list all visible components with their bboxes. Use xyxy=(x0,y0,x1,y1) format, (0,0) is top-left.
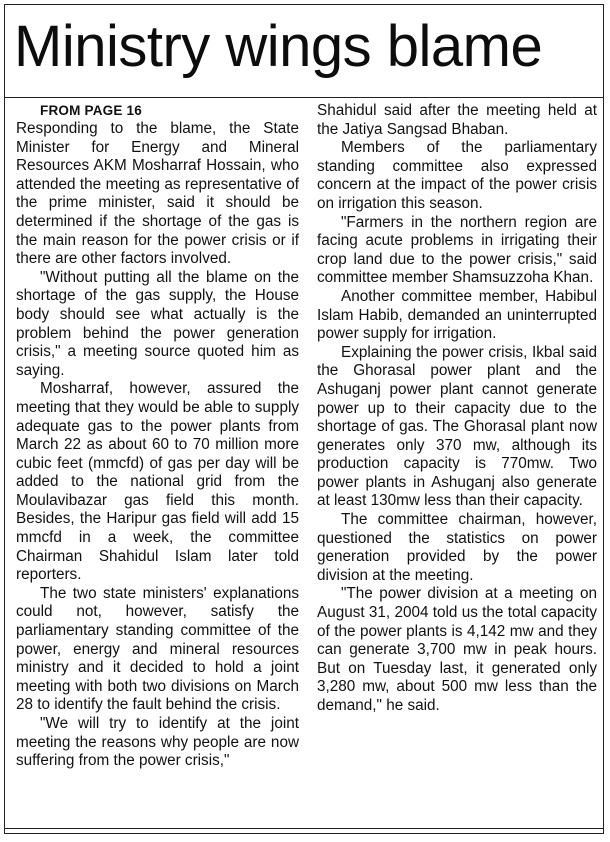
paragraph: The two state ministers' explanations could not, however, satisfy the parliamentary standing committee of the power, energy and mineral resources ministry and it decided to hold a joint meeting with both two divisions on March 28 to identify the fault behind the crisis. xyxy=(16,584,299,714)
bottom-divider xyxy=(4,828,604,829)
article-column-left xyxy=(16,102,299,771)
paragraph: Shahidul said after the meeting held at the Jatiya Sangsad Bhaban. xyxy=(317,102,597,138)
paragraph: Mosharraf, however, assured the meeting that they would be able to supply adequate gas to the power plants from March 22 as about 60 to 70 million more cubic feet (mmcfd) of gas per day will be added to the national grid from the Moulavibazar gas field this month. Besides, the Haripur gas field will add 15 mmcfd in a week, the committee Chairman Shahidul Islam later told reporters. xyxy=(16,380,299,584)
paragraph: Explaining the power crisis, Ikbal said the Ghorasal power plant and the Ashuganj power plant cannot generate power up to their capacity due to the shortage of gas. The Ghorasal plant now generates only 370 mw, although its production capacity is 770mw. Two power plants in Ashuganj also generate at least 130mw less than their capacity. xyxy=(317,343,597,510)
headline-divider xyxy=(4,97,604,98)
article-column-right xyxy=(317,102,597,716)
paragraph: Members of the parliamentary standing committee also expressed concern at the impact of the power crisis on irrigation this season. xyxy=(317,139,597,212)
jump-line: FROM PAGE 16 xyxy=(40,103,142,118)
paragraph: "Without putting all the blame on the shortage of the gas supply, the House body should see what actually is the problem behind the power generation crisis," a meeting source quoted him as saying. xyxy=(16,268,299,379)
paragraph: "Farmers in the northern region are facing acute problems in irrigating their crop land due to the power crisis," said committee member Shamsuzzoha Khan. xyxy=(317,213,597,287)
paragraph: "We will try to identify at the joint meeting the reasons why people are now suffering from the power crisis," xyxy=(16,715,299,770)
paragraph: Responding to the blame, the State Minister for Energy and Mineral Resources AKM Mosharraf Hossain, who attended the meeting as representative of the prime minister, said it should be determined if the shortage of the gas is the main reason for the power crisis or if there are other factors involved. xyxy=(16,120,299,268)
paragraph: Another committee member, Habibul Islam Habib, demanded an uninterrupted power supply for irrigation. xyxy=(317,287,597,343)
paragraph: "The power division at a meeting on August 31, 2004 told us the total capacity of the power plants is 4,142 mw and they can generate 3,700 mw in peak hours. But on Tuesday last, it generated only 3,280 mw, about 500 mw less than the demand," he said. xyxy=(317,585,597,714)
paragraph: The committee chairman, however, questioned the statistics on power generation provided by the power division at the meeting. xyxy=(317,511,597,584)
headline: Ministry wings blame xyxy=(14,14,543,79)
